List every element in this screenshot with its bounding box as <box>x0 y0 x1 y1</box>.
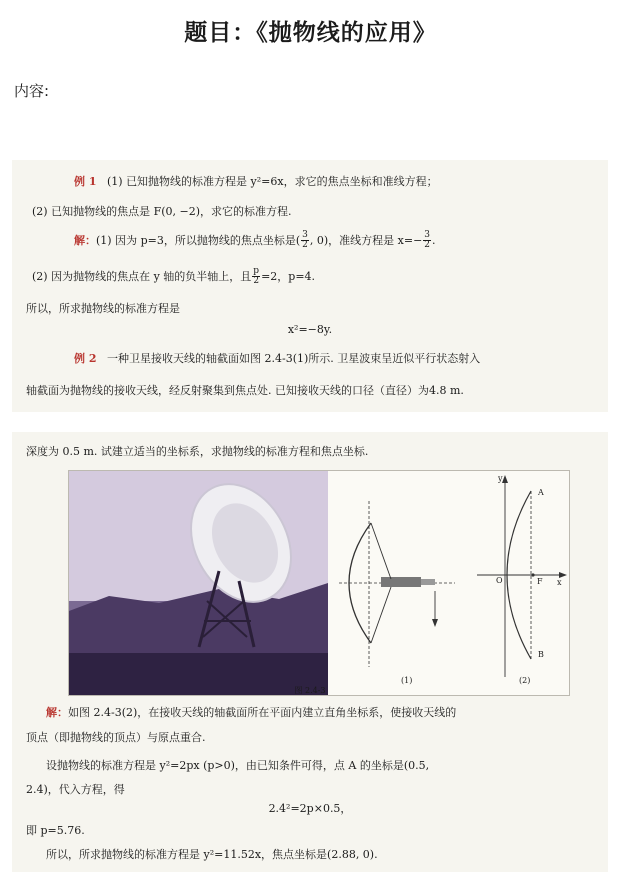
antenna-cross-section-diagram <box>331 471 461 695</box>
example2-depth-line: 深度为 0.5 m. 试建立适当的坐标系，求抛物线的标准方程和焦点坐标. <box>26 445 369 458</box>
solution2-part-a: (2) 因为抛物线的焦点在 y 轴的负半轴上，且 <box>32 269 252 283</box>
fraction-3-over-2: $\frac{3}{2}$ <box>302 230 308 251</box>
solution-ex2-line6: 即 p=5.76. <box>26 824 85 837</box>
solution-ex2-line2: 顶点（即抛物线的顶点）与原点重合. <box>26 731 206 744</box>
figure-2-4-3 <box>68 470 570 696</box>
satellite-dish-photo <box>69 471 328 695</box>
solution-ex2-line1: 解：如图 2.4-3(2)，在接收天线的轴截面所在平面内建立直角坐标系，使接收天线的 <box>46 706 457 719</box>
figure-caption: 图 2.4-3 <box>294 686 326 695</box>
focus-f-label: F <box>537 577 543 586</box>
example1-q2: (2) 已知抛物线的焦点是 F(0, −2)，求它的标准方程. <box>32 205 292 218</box>
content-label: 内容: <box>14 82 50 100</box>
page-title: 题目：《抛物线的应用》 <box>184 20 437 46</box>
axis-x-label: x <box>557 578 562 587</box>
axis-y-label: y <box>498 474 503 483</box>
solution2-part-b: =2，p=4. <box>261 269 316 283</box>
fraction-3-over-2-directrix: $\frac{3}{2}$ <box>424 230 431 251</box>
solution-ex2-tag: 解： <box>46 706 68 719</box>
fraction-p-over-2: $\frac{p}{2}$ <box>253 266 260 287</box>
textbook-excerpt-top <box>12 160 608 412</box>
solution-ex2-line3: 设抛物线的标准方程是 y²=2px (p>0)，由已知条件可得，点 A 的坐标是(0.5, <box>46 759 430 772</box>
point-b-label: B <box>538 650 544 659</box>
solution-conclusion: 所以，所求抛物线的标准方程是 <box>26 302 180 315</box>
example2-line1: 例 2 一种卫星接收天线的轴截面如图 2.4-3(1)所示. 卫星波束呈近似平行状态射入 <box>74 352 481 365</box>
subfigure-2-label: (2) <box>519 676 531 685</box>
point-a-label: A <box>538 488 544 497</box>
solution1-line: 解：(1) 因为 p=3，所以抛物线的焦点坐标是( $\frac{3}{2}$ , 0)，准线方程是 x=− $\frac{3}{2}$ . <box>74 230 436 251</box>
solution2-line <box>32 267 315 287</box>
solution-ex2-line7: 所以，所求抛物线的标准方程是 y²=11.52x，焦点坐标是(2.88, 0). <box>46 848 378 861</box>
solution1-tag: 解： <box>74 233 96 247</box>
textbook-excerpt-bottom <box>12 432 608 872</box>
coordinate-diagram <box>465 471 569 695</box>
solution1-part-b: , 0)，准线方程是 x=− <box>309 233 423 247</box>
solution1-part-a: (1) 因为 p=3，所以抛物线的焦点坐标是 <box>96 233 296 247</box>
example1-q1: (1) 已知抛物线的标准方程是 y²=6x，求它的焦点坐标和准线方程； <box>106 175 438 188</box>
subfigure-1-label: (1) <box>401 676 413 685</box>
example2-tag: 例 2 <box>74 352 97 365</box>
solution-ex2-equation: 2.4²=2p×0.5， <box>268 802 352 815</box>
example1-q1-line <box>74 176 438 187</box>
example2-line2: 轴截面为抛物线的接收天线，经反射聚集到焦点处. 已知接收天线的口径（直径）为4.8 m. <box>26 384 464 397</box>
solution-ex2-line4: 2.4)，代入方程，得 <box>26 783 125 796</box>
origin-o-label: O <box>496 576 503 585</box>
example1-tag: 例 1 <box>74 175 97 188</box>
equation-x2-neg8y: x²=−8y. <box>287 323 333 336</box>
